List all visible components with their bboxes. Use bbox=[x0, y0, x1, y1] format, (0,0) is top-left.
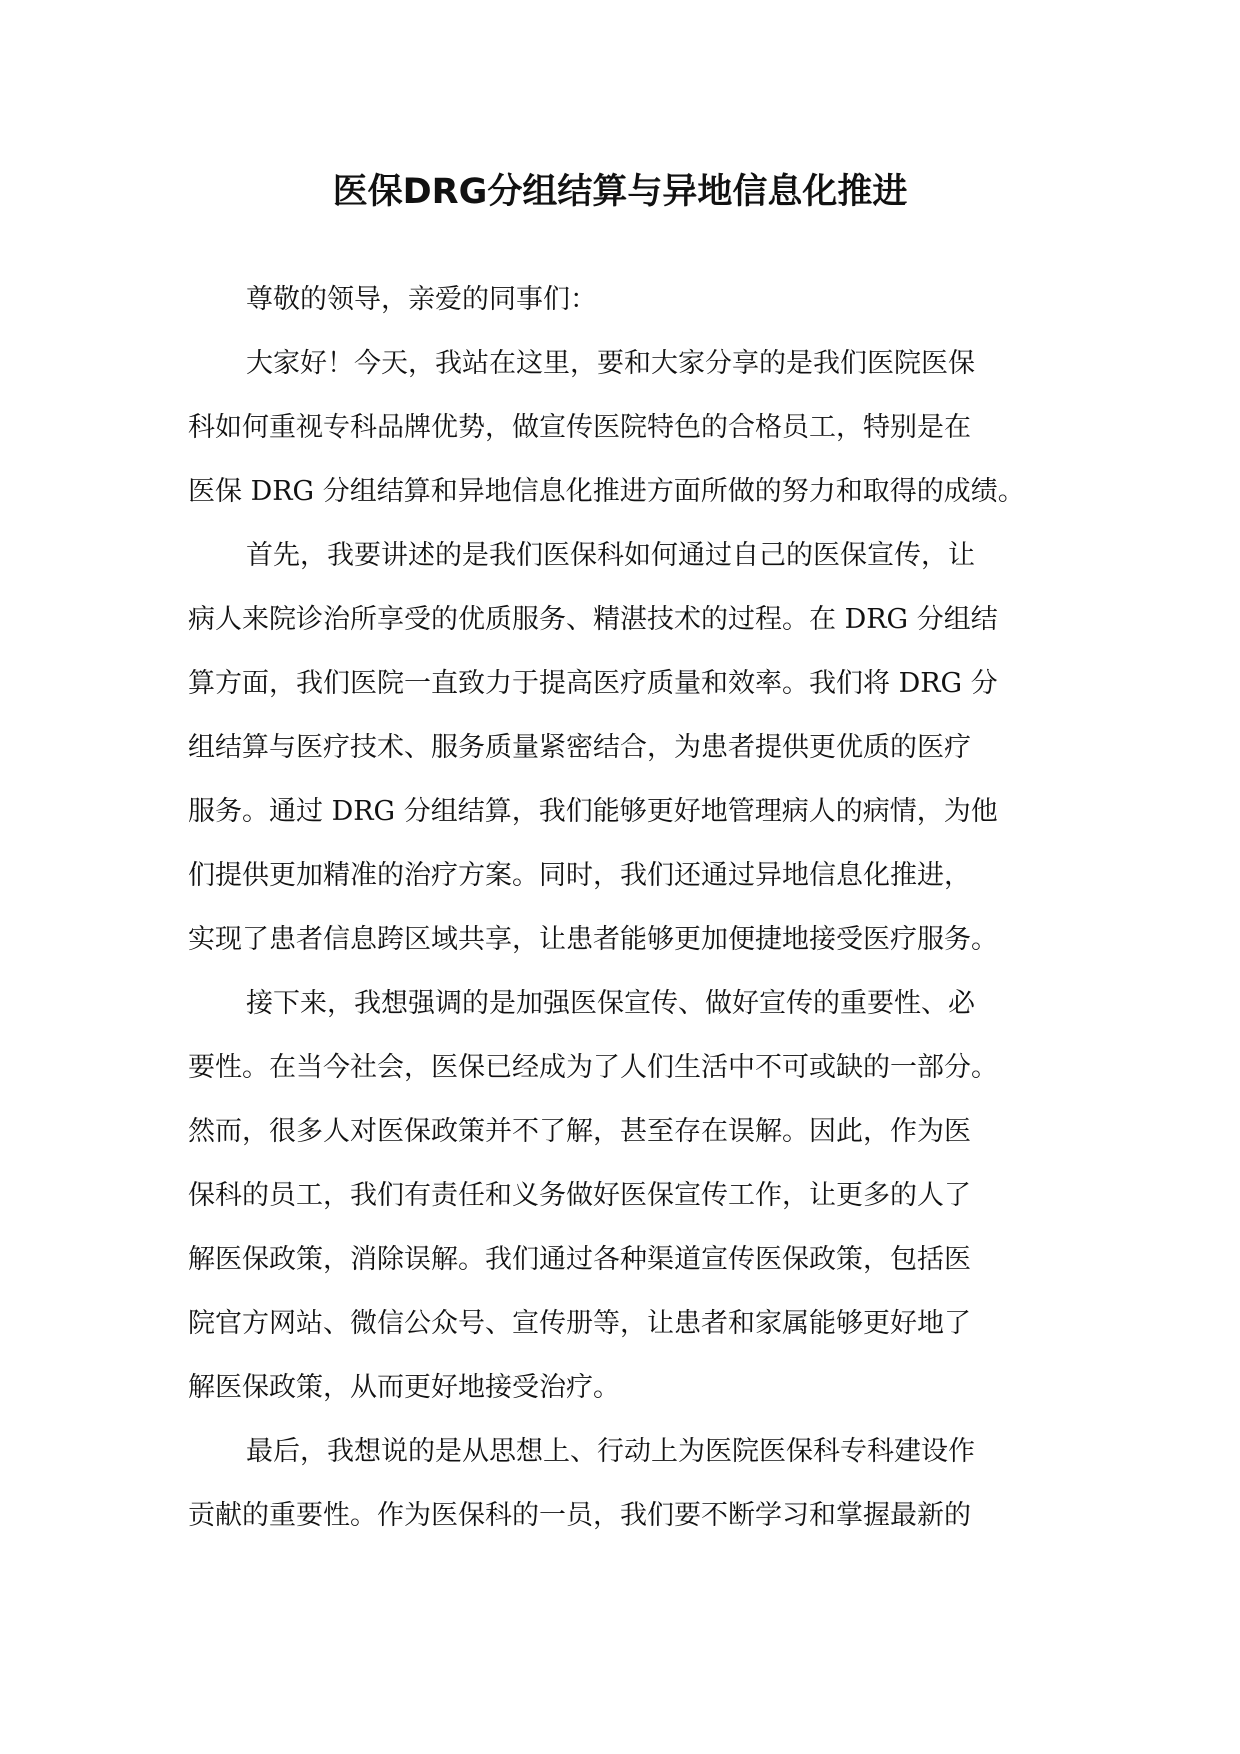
text-line: 接下来，我想强调的是加强医保宣传、做好宣传的重要性、必 bbox=[246, 988, 975, 1019]
text-line: 服务。通过 DRG 分组结算，我们能够更好地管理病人的病情，为他 bbox=[188, 796, 998, 827]
text-line: 解医保政策，消除误解。我们通过各种渠道宣传医保政策，包括医 bbox=[188, 1244, 971, 1275]
text-line: 组结算与医疗技术、服务质量紧密结合，为患者提供更优质的医疗 bbox=[188, 732, 971, 763]
text-line: 要性。在当今社会，医保已经成为了人们生活中不可或缺的一部分。 bbox=[188, 1052, 998, 1083]
text-line: 院官方网站、微信公众号、宣传册等，让患者和家属能够更好地了 bbox=[188, 1308, 971, 1339]
text-line: 算方面，我们医院一直致力于提高医疗质量和效率。我们将 DRG 分 bbox=[188, 668, 998, 699]
text-line: 大家好！今天，我站在这里，要和大家分享的是我们医院医保 bbox=[246, 348, 975, 379]
text-line: 科如何重视专科品牌优势，做宣传医院特色的合格员工，特别是在 bbox=[188, 412, 971, 443]
document-body bbox=[188, 268, 1050, 1548]
text-line: 实现了患者信息跨区域共享，让患者能够更加便捷地接受医疗服务。 bbox=[188, 924, 998, 955]
text-line: 病人来院诊治所享受的优质服务、精湛技术的过程。在 DRG 分组结 bbox=[188, 604, 998, 635]
document-title: 医保DRG分组结算与异地信息化推进 bbox=[332, 172, 908, 212]
salutation-line: 尊敬的领导，亲爱的同事们： bbox=[246, 284, 597, 315]
text-line: 首先，我要讲述的是我们医保科如何通过自己的医保宣传，让 bbox=[246, 540, 975, 571]
text-line: 然而，很多人对医保政策并不了解，甚至存在误解。因此，作为医 bbox=[188, 1116, 971, 1147]
text-line: 保科的员工，我们有责任和义务做好医保宣传工作，让更多的人了 bbox=[188, 1180, 971, 1211]
text-line: 解医保政策，从而更好地接受治疗。 bbox=[188, 1372, 620, 1403]
text-line: 最后，我想说的是从思想上、行动上为医院医保科专科建设作 bbox=[246, 1436, 975, 1467]
text-line: 医保 DRG 分组结算和异地信息化推进方面所做的努力和取得的成绩。 bbox=[188, 476, 1025, 507]
text-line: 们提供更加精准的治疗方案。同时，我们还通过异地信息化推进， bbox=[188, 860, 971, 891]
text-line: 贡献的重要性。作为医保科的一员，我们要不断学习和掌握最新的 bbox=[188, 1500, 971, 1531]
